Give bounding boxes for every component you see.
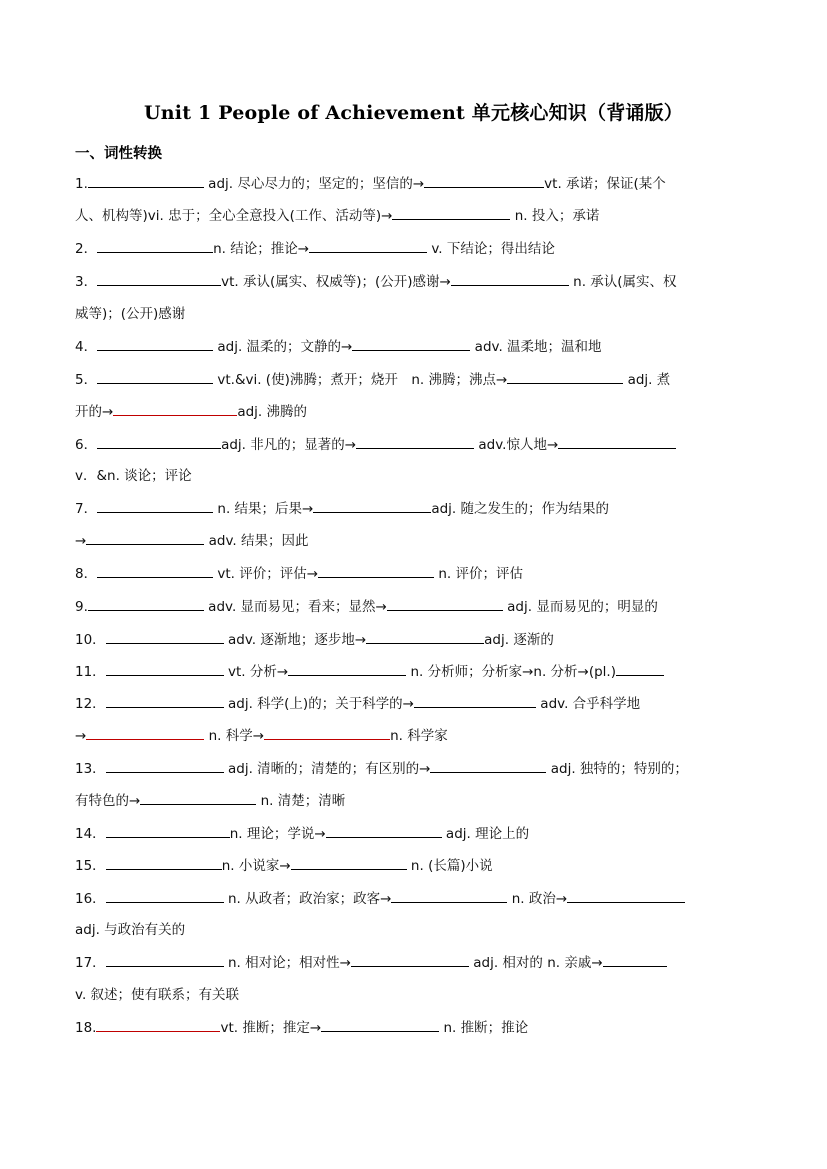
exercise-line (75, 758, 755, 780)
exercise-line (75, 271, 755, 293)
item-number: 15． (75, 858, 106, 874)
item-number: 1. (75, 176, 88, 192)
answer-blank[interactable] (106, 823, 230, 838)
item-text: adv. 合乎科学地 (536, 696, 641, 712)
item-text: vt.&vi. (使)沸腾；煮开；烧开 n. 沸腾；沸点→ (213, 372, 508, 388)
answer-blank[interactable] (318, 563, 434, 578)
answer-blank[interactable] (414, 693, 536, 708)
item-number: 4． (75, 339, 98, 355)
answer-blank[interactable] (288, 661, 406, 676)
item-text: n. 结果；后果→ (213, 501, 314, 517)
answer-blank[interactable] (313, 498, 431, 513)
item-text: n. 政治→ (507, 891, 568, 907)
answer-blank[interactable] (106, 629, 224, 644)
exercise-line (75, 238, 755, 260)
answer-blank[interactable] (106, 952, 224, 967)
item-text: → (75, 533, 87, 549)
answer-blank[interactable] (567, 888, 685, 903)
answer-blank[interactable] (507, 369, 623, 384)
exercise-line (75, 984, 755, 1006)
page-title: Unit 1 People of Achievement 单元核心知识（背诵版） (144, 102, 683, 124)
exercise-line (75, 369, 755, 391)
item-number: 17． (75, 955, 106, 971)
answer-blank[interactable] (392, 205, 510, 220)
item-text: v. 下结论；得出结论 (427, 241, 555, 257)
answer-blank[interactable] (387, 596, 503, 611)
answer-blank[interactable] (366, 629, 484, 644)
answer-blank[interactable] (451, 271, 569, 286)
item-text: v．&n. 谈论；评论 (75, 468, 192, 484)
item-text: n. 相对论；相对性→ (223, 955, 351, 971)
item-text: vt. 分析→ (223, 664, 289, 680)
item-text: vt. 承诺；保证(某个 (544, 176, 666, 192)
item-text: adj. 科学(上)的；关于科学的→ (223, 696, 414, 712)
answer-blank[interactable] (86, 725, 204, 740)
exercise-line (75, 855, 755, 877)
answer-blank[interactable] (430, 758, 546, 773)
item-number: 12． (75, 696, 106, 712)
answer-blank[interactable] (616, 661, 664, 676)
answer-blank[interactable] (106, 661, 224, 676)
item-text: → (75, 728, 87, 744)
exercise-line (75, 434, 755, 456)
item-text: n. 评价；评估 (434, 566, 523, 582)
item-text: adj. 相对的 n. 亲戚→ (468, 955, 603, 971)
item-text: n. 分析师；分析家→n. 分析→(pl.) (406, 664, 616, 680)
answer-blank[interactable] (97, 498, 213, 513)
item-text: vt. 承认(属实、权威等)；(公开)感谢→ (221, 274, 451, 290)
item-text: n. 结论；推论→ (213, 241, 310, 257)
answer-blank[interactable] (140, 790, 256, 805)
item-text: n. 清楚；清晰 (256, 793, 346, 809)
item-number: 18. (75, 1020, 97, 1036)
item-number: 2． (75, 241, 98, 257)
item-number: 13． (75, 761, 106, 777)
item-text: adj. 非凡的；显著的→ (221, 437, 357, 453)
answer-blank[interactable] (97, 563, 213, 578)
item-number: 11． (75, 664, 106, 680)
item-number: 14． (75, 826, 106, 842)
exercise-line (75, 823, 755, 845)
answer-blank[interactable] (424, 173, 544, 188)
item-text: adv. 温柔地；温和地 (470, 339, 602, 355)
answer-blank[interactable] (97, 238, 213, 253)
item-text: v. 叙述；使有联系；有关联 (75, 987, 240, 1003)
exercise-line (75, 790, 755, 812)
item-text: adv.惊人地→ (474, 437, 559, 453)
answer-blank[interactable] (96, 1017, 220, 1032)
item-text: adj. 逐渐的 (484, 632, 554, 648)
item-text: n. 投入；承诺 (510, 208, 600, 224)
exercise-line (75, 401, 755, 423)
exercise-line (75, 205, 755, 227)
item-text: adj. 显而易见的；明显的 (502, 599, 658, 615)
exercise-line (75, 629, 755, 651)
answer-blank[interactable] (88, 173, 204, 188)
item-text: 威等)；(公开)感谢 (75, 306, 186, 322)
item-text: adj. 清晰的；清楚的；有区别的→ (223, 761, 431, 777)
item-text: n. 小说家→ (221, 858, 291, 874)
answer-blank[interactable] (603, 952, 667, 967)
item-number: 16． (75, 891, 106, 907)
exercise-line (75, 1017, 755, 1039)
item-text: 开的→ (75, 404, 114, 420)
answer-blank[interactable] (326, 823, 442, 838)
answer-blank[interactable] (291, 855, 407, 870)
item-number: 7． (75, 501, 98, 517)
answer-blank[interactable] (356, 434, 474, 449)
answer-blank[interactable] (97, 271, 221, 286)
item-text: adj. 沸腾的 (237, 404, 307, 420)
answer-blank[interactable] (113, 401, 237, 416)
item-text: n. 从政者；政治家；政客→ (223, 891, 392, 907)
exercise-line (75, 173, 755, 195)
item-text: 人、机构等)vi. 忠于；全心全意投入(工作、活动等)→ (75, 208, 393, 224)
item-text: adv. 结果；因此 (204, 533, 309, 549)
item-text: adv. 逐渐地；逐步地→ (223, 632, 367, 648)
exercise-line (75, 693, 755, 715)
exercise-line (75, 888, 755, 910)
item-text: n. (长篇)小说 (406, 858, 493, 874)
item-text: vt. 评价；评估→ (213, 566, 319, 582)
item-text: adj. 煮 (623, 372, 671, 388)
item-text: adj. 理论上的 (441, 826, 530, 842)
item-text: n. 理论；学说→ (229, 826, 326, 842)
answer-blank[interactable] (352, 336, 470, 351)
item-text: vt. 推断；推定→ (220, 1020, 322, 1036)
item-text: adj. 温柔的；文静的→ (213, 339, 353, 355)
item-text: adj. 尽心尽力的；坚定的；坚信的→ (203, 176, 425, 192)
exercise-line (75, 919, 755, 941)
exercise-line (75, 498, 755, 520)
item-text: 有特色的→ (75, 793, 141, 809)
answer-blank[interactable] (106, 693, 224, 708)
answer-blank[interactable] (351, 952, 469, 967)
item-number: 8． (75, 566, 98, 582)
exercise-line (75, 336, 755, 358)
answer-blank[interactable] (321, 1017, 439, 1032)
answer-blank[interactable] (97, 434, 221, 449)
answer-blank[interactable] (97, 369, 213, 384)
item-number: 3． (75, 274, 98, 290)
item-text: adj. 随之发生的；作为结果的 (431, 501, 610, 517)
answer-blank[interactable] (86, 530, 204, 545)
answer-blank[interactable] (391, 888, 507, 903)
item-text: adj. 独特的；特别的； (546, 761, 688, 777)
item-text: n. 推断；推论 (439, 1020, 529, 1036)
answer-blank[interactable] (558, 434, 676, 449)
item-number: 5． (75, 372, 98, 388)
exercise-line (75, 303, 755, 325)
answer-blank[interactable] (106, 758, 224, 773)
item-number: 6． (75, 437, 98, 453)
item-text: adj. 与政治有关的 (75, 922, 186, 938)
answer-blank[interactable] (88, 596, 204, 611)
answer-blank[interactable] (309, 238, 427, 253)
item-text: n. 科学家 (390, 728, 448, 744)
exercise-line (75, 661, 755, 683)
item-text: n. 科学→ (204, 728, 265, 744)
section-heading: 一、词性转换 (75, 146, 162, 162)
exercise-line (75, 725, 755, 747)
item-number: 10． (75, 632, 106, 648)
exercise-line (75, 465, 755, 487)
item-text: adv. 显而易见；看来；显然→ (203, 599, 387, 615)
answer-blank[interactable] (106, 888, 224, 903)
exercise-line (75, 596, 755, 618)
exercise-line (75, 530, 755, 552)
item-text: n. 承认(属实、权 (568, 274, 677, 290)
answer-blank[interactable] (97, 336, 213, 351)
item-number: 9. (75, 599, 88, 615)
exercise-line (75, 952, 755, 974)
answer-blank[interactable] (264, 725, 390, 740)
exercise-line (75, 563, 755, 585)
answer-blank[interactable] (106, 855, 222, 870)
